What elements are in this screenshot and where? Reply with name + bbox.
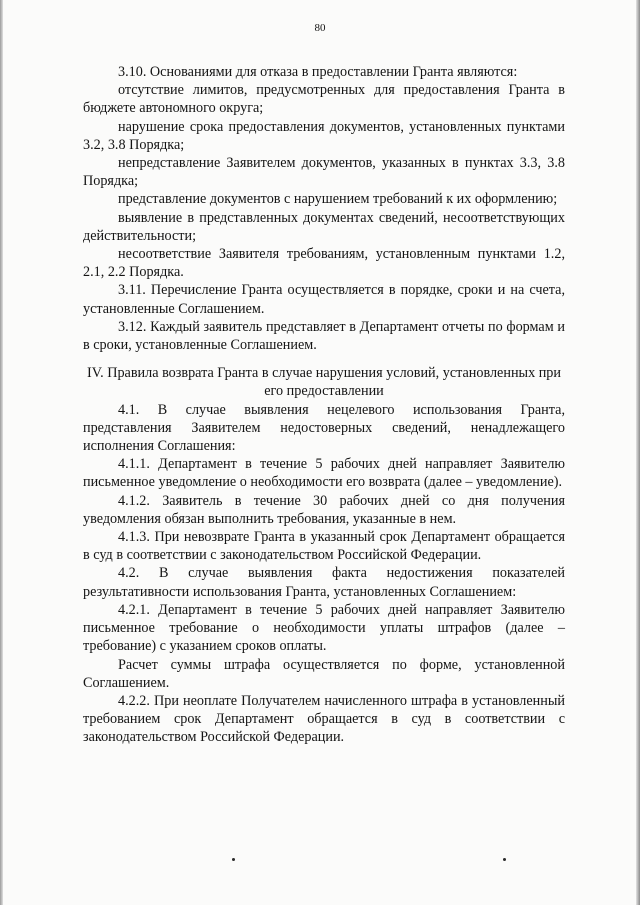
paragraph-4-1-3: 4.1.3. При невозврате Гранта в указанный срок Департамент обращается в суд в соответствии с законодательством Российской Федерации. [83,529,565,564]
scan-speck [503,858,506,861]
paragraph-4-1-2: 4.1.2. Заявитель в течение 30 рабочих дней со дня получения уведомления обязан выполнить требования, указанные в нем. [83,492,565,527]
page-right-edge [636,0,640,905]
paragraph-false-information: выявление в представленных документах сведений, несоответствующих действительности; [83,209,565,244]
paragraph-fine-calculation: Расчет суммы штрафа осуществляется по форме, установленной Соглашением. [83,656,565,691]
page-number: 80 [314,22,326,34]
paragraph-missing-documents: непредставление Заявителем документов, указанных в пунктах 3.3, 3.8 Порядка; [83,155,565,190]
paragraph-4-1-1: 4.1.1. Департамент в течение 5 рабочих дней направляет Заявителю письменное уведомление о необходимости его возврата (далее – уведомление). [83,456,565,491]
scan-speck [232,858,235,861]
page-left-edge [0,0,3,905]
paragraph-4-2: 4.2. В случае выявления факта недостижения показателей результативности использования Гранта, установленных Соглашением: [83,565,565,600]
paragraph-3-10: 3.10. Основаниями для отказа в предоставлении Гранта являются: [118,64,518,80]
paragraph-3-11: 3.11. Перечисление Гранта осуществляется в порядке, сроки и на счета, установленные Соглашением. [83,282,565,317]
paragraph-4-1: 4.1. В случае выявления нецелевого использования Гранта, представления Заявителем недостоверных сведений, ненадлежащего исполнения Соглашения: [83,401,565,455]
section-heading: IV. Правила возврата Гранта в случае нарушения условий, установленных при его предоставлении [86,365,561,400]
paragraph-4-2-1: 4.2.1. Департамент в течение 5 рабочих дней направляет Заявителю письменное требование о необходимости уплаты штрафов (далее – требование) с указанием сроков оплаты. [83,601,565,655]
paragraph-format-violation: представление документов с нарушением требований к их оформлению; [118,191,558,208]
document-body [83,63,565,747]
paragraph-deadline-violation: нарушение срока предоставления документов, установленных пунктами 3.2, 3.8 Порядка; [83,118,565,153]
paragraph-nonconformity: несоответствие Заявителя требованиям, установленным пунктами 1.2, 2.1, 2.2 Порядка. [83,246,565,281]
paragraph-4-2-2: 4.2.2. При неоплате Получателем начисленного штрафа в установленный требованием срок Департамент обращается в суд в соответствии с законодательством Российской Федерации. [83,692,565,746]
paragraph-3-12: 3.12. Каждый заявитель представляет в Департамент отчеты по формам и в сроки, установленные Соглашением. [83,318,565,354]
paragraph-no-limits: отсутствие лимитов, предусмотренных для предоставления Гранта в бюджете автономного округа; [83,82,565,117]
